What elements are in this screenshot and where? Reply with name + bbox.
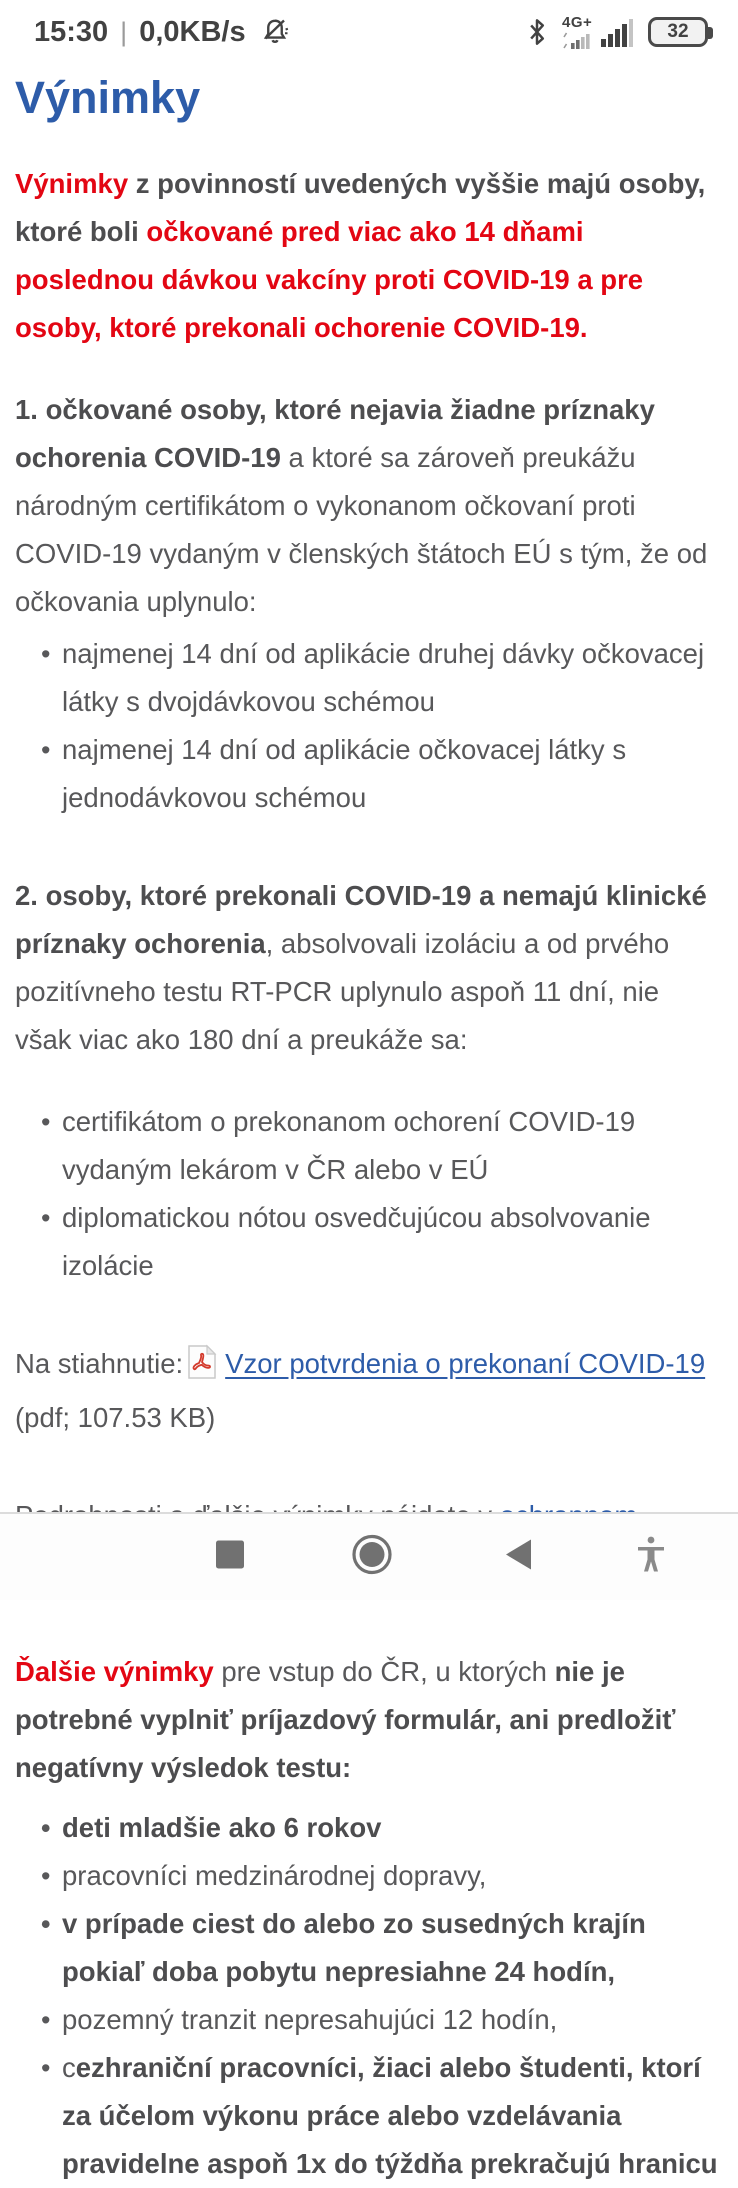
article-content bbox=[0, 58, 738, 2188]
bullet5-normal-prefix: c bbox=[62, 2052, 76, 2083]
list-item: • pozemný tranzit nepresahujúci 12 hodín, bbox=[15, 1996, 722, 2044]
list-item: • najmenej 14 dní od aplikácie druhej dávky očkovacej látky s dvojdávkovou schémou bbox=[15, 630, 722, 726]
status-right bbox=[526, 15, 708, 49]
status-divider: | bbox=[120, 16, 128, 47]
download-label: Na stiahnutie: bbox=[15, 1348, 184, 1379]
point2-bullet-list bbox=[15, 1098, 722, 1290]
network-speed: 0,0KB/s bbox=[139, 15, 246, 48]
network-type-label: 4G+ bbox=[562, 14, 593, 31]
point2-rest: , absolvovali izoláciu a od prvého pozitívneho testu RT-PCR uplynulo aspoň 11 dní, nie však viac ako 180 dní a preukáže sa: bbox=[15, 928, 670, 1055]
point1-bold-lead: 1. očkované osoby, ktoré nejavia žiadne príznaky ochorenia COVID-19 bbox=[15, 394, 655, 473]
list-item: • v prípade ciest do alebo zo susedných krajín pokiaľ doba pobytu nepresiahne 24 hodín, bbox=[15, 1900, 722, 1996]
list-item bbox=[15, 2044, 722, 2188]
battery-level: 32 bbox=[667, 21, 689, 42]
intro-red-start: Výnimky bbox=[15, 168, 129, 199]
list-item: • pracovníci medzinárodnej dopravy, bbox=[15, 1852, 722, 1900]
download-paragraph bbox=[15, 1340, 722, 1442]
page-title: Výnimky bbox=[15, 72, 201, 123]
intro-dark-middle: z povinností uvedených vyššie majú osoby, ktoré boli bbox=[15, 168, 706, 247]
back-button[interactable] bbox=[503, 1538, 535, 1577]
home-icon bbox=[350, 1533, 394, 1577]
intro-red-end: očkované pred viac ako 14 dňami poslednou dávkou vakcíny proti COVID-19 a pre osoby, ktoré prekonali ochorenie COVID-19. bbox=[15, 216, 644, 343]
intro-paragraph bbox=[15, 160, 722, 352]
accessibility-icon bbox=[635, 1536, 667, 1574]
list-item: • najmenej 14 dní od aplikácie očkovacej látky s jednodávkovou schémou bbox=[15, 726, 722, 822]
recents-icon bbox=[213, 1538, 247, 1572]
home-button[interactable] bbox=[350, 1533, 394, 1582]
clock: 15:30 bbox=[34, 15, 109, 48]
status-bar bbox=[0, 0, 738, 58]
status-left bbox=[34, 16, 290, 49]
other-exemptions-red-lead: Ďalšie výnimky bbox=[15, 1656, 214, 1687]
bullet5-bold-rest: ezhraniční pracovníci, žiaci alebo študenti, ktorí za účelom výkonu práce alebo vzdelávania pravidelne aspoň 1x do týždňa prekračujú hranicu bbox=[62, 2052, 718, 2179]
point1-bullet-list bbox=[15, 630, 722, 822]
muted-bell-icon bbox=[260, 16, 290, 48]
point2-paragraph bbox=[15, 872, 722, 1064]
download-file-info: (pdf; 107.53 KB) bbox=[15, 1402, 216, 1433]
pdf-download-link[interactable]: Vzor potvrdenia o prekonaní COVID-19 bbox=[225, 1348, 706, 1379]
list-item: • certifikátom o prekonanom ochorení COVID-19 vydaným lekárom v ČR alebo v EÚ bbox=[15, 1098, 722, 1194]
signal-bars-icon bbox=[562, 15, 634, 49]
pdf-icon[interactable] bbox=[187, 1345, 217, 1394]
list-item: • diplomatickou nótou osvedčujúcou absolvovanie izolácie bbox=[15, 1194, 722, 1290]
accessibility-button[interactable] bbox=[635, 1536, 667, 1579]
recents-button[interactable] bbox=[213, 1538, 247, 1577]
point1-paragraph bbox=[15, 386, 722, 626]
point1-rest: a ktoré sa zároveň preukážu národným certifikátom o vykonanom očkovaní proti COVID-19 vydaným v členských štátoch EÚ s tým, že od očkovania uplynulo: bbox=[15, 442, 708, 617]
bluetooth-icon bbox=[526, 16, 548, 48]
other-exemptions-bullet-list bbox=[15, 1804, 722, 2188]
list-item: • deti mladšie ako 6 rokov bbox=[15, 1804, 722, 1852]
point2-bold-lead: 2. osoby, ktoré prekonali COVID-19 a nemajú klinické príznaky ochorenia bbox=[15, 880, 707, 959]
battery-icon bbox=[648, 17, 708, 47]
other-exemptions-paragraph bbox=[15, 1648, 722, 1792]
back-icon bbox=[503, 1538, 535, 1572]
android-nav-bar bbox=[0, 1512, 738, 1600]
other-exemptions-bold-tail: nie je potrebné vyplniť príjazdový formulár, ani predložiť negatívny výsledok testu: bbox=[15, 1656, 676, 1783]
other-exemptions-normal-mid: pre vstup do ČR, u ktorých bbox=[213, 1656, 555, 1687]
